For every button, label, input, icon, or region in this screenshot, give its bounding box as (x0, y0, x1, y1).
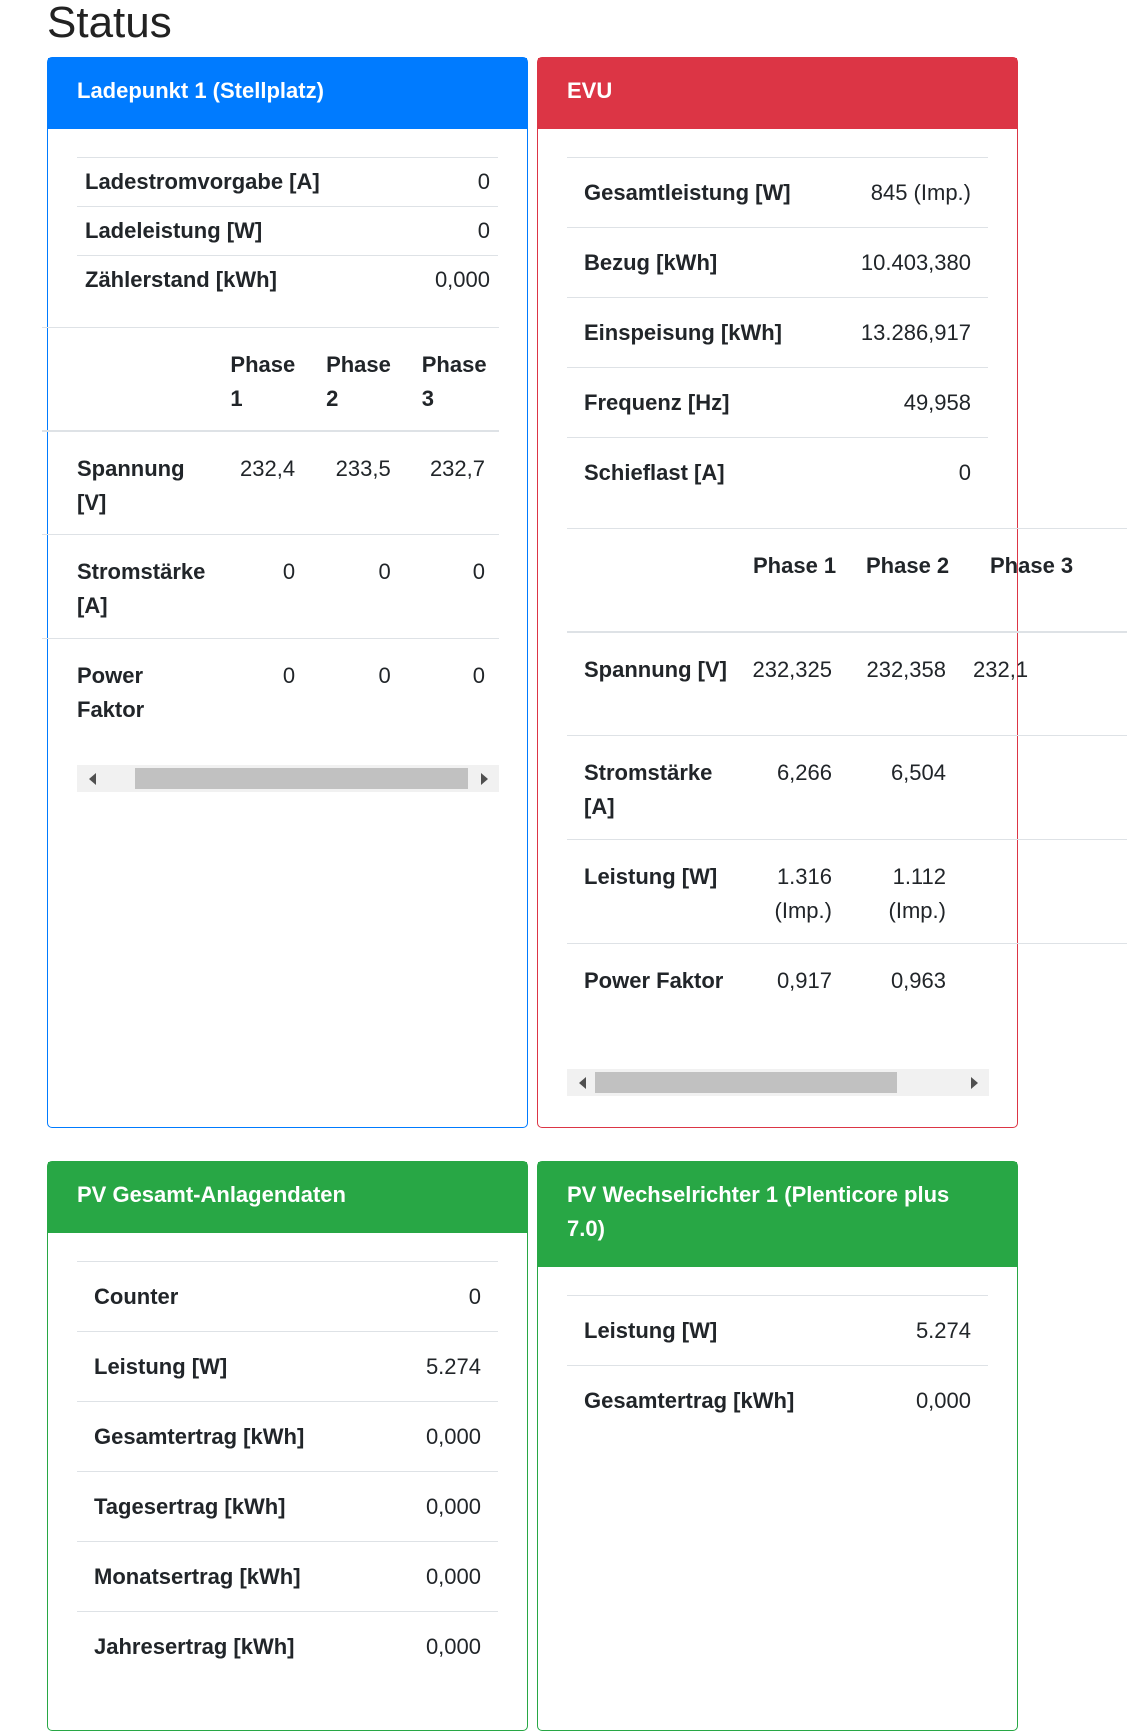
row-value: 0,000 (386, 1542, 498, 1612)
table-row (567, 368, 988, 438)
pv-gesamt-table (77, 1261, 498, 1682)
pv-wechselrichter-table (567, 1295, 988, 1436)
row-value: 0,000 (405, 256, 498, 305)
scroll-thumb[interactable] (135, 768, 468, 789)
row-label: Counter (77, 1262, 386, 1332)
row-value: 0 (386, 1262, 498, 1332)
table-row (77, 1612, 498, 1682)
row-label: Spannung [V] (567, 632, 736, 736)
table-row (77, 1262, 498, 1332)
table-row (567, 298, 988, 368)
phase-header: Phase 2 (849, 529, 963, 632)
row-label: Leistung [W] (567, 1296, 876, 1366)
cell-value (963, 736, 1127, 840)
pv-gesamt-card-title: PV Gesamt-Anlagendaten (48, 1162, 527, 1233)
table-row (42, 639, 499, 743)
cell-value: 1.112 (Imp.) (849, 840, 963, 944)
table-row (77, 1542, 498, 1612)
evu-phase-table (567, 528, 1127, 1048)
cell-value: 6,266 (736, 736, 849, 840)
evu-card-title: EVU (538, 58, 1017, 129)
cell-value: 232,358 (849, 632, 963, 736)
scroll-right-icon[interactable] (964, 1069, 984, 1096)
row-label: Ladeleistung [W] (77, 207, 405, 256)
row-label: Stromstärke [A] (567, 736, 736, 840)
evu-card (537, 57, 1074, 1128)
row-value: 10.403,380 (830, 228, 988, 298)
row-label: Leistung [W] (567, 840, 736, 944)
cell-value: 0 (405, 535, 499, 639)
cell-value: 0 (213, 535, 309, 639)
row-value: 0,000 (386, 1612, 498, 1682)
row-label: Leistung [W] (77, 1332, 386, 1402)
row-label: Einspeisung [kWh] (567, 298, 830, 368)
row-label: Tagesertrag [kWh] (77, 1472, 386, 1542)
table-row (77, 256, 498, 305)
row-label: Gesamtertrag [kWh] (77, 1402, 386, 1472)
row-label: Stromstärke [A] (42, 535, 213, 639)
pv-gesamt-card (47, 1161, 528, 1731)
phase-header: Phase 3 (963, 529, 1127, 632)
row-label: Schieflast [A] (567, 438, 830, 508)
cell-value: 6,504 (849, 736, 963, 840)
row-value: 13.286,917 (830, 298, 988, 368)
row-label: Spannung [V] (42, 431, 213, 535)
table-row (77, 1402, 498, 1472)
ladepunkt-card (47, 57, 528, 1128)
row-value: 0 (405, 158, 498, 207)
scroll-thumb[interactable] (595, 1072, 897, 1093)
row-label: Zählerstand [kWh] (77, 256, 405, 305)
row-value: 0 (830, 438, 988, 508)
table-row (77, 1472, 498, 1542)
table-row (567, 1366, 988, 1436)
row-value: 0,000 (386, 1402, 498, 1472)
cell-value: 232,325 (736, 632, 849, 736)
page-title: Status (47, 0, 172, 47)
cell-value: 0 (213, 639, 309, 743)
row-value: 0,000 (386, 1472, 498, 1542)
table-row (77, 1332, 498, 1402)
table-row (567, 1296, 988, 1366)
table-row (567, 158, 988, 228)
cell-value: 1.316 (Imp.) (736, 840, 849, 944)
row-label: Power Faktor (567, 944, 736, 1048)
phase-header: Phase 1 (213, 328, 309, 431)
ladepunkt-summary-table (77, 157, 498, 305)
row-label: Frequenz [Hz] (567, 368, 830, 438)
phase-header: Phase 3 (405, 328, 499, 431)
pv-wechselrichter-card-title: PV Wechselrichter 1 (Plenticore plus 7.0) (538, 1162, 1017, 1267)
ladepunkt-phase-table (42, 327, 499, 743)
phase-header: Phase 1 (736, 529, 849, 632)
row-value: 49,958 (830, 368, 988, 438)
row-label: Gesamtleistung [W] (567, 158, 830, 228)
cell-value (963, 944, 1127, 1048)
row-label: Gesamtertrag [kWh] (567, 1366, 876, 1436)
table-row (567, 736, 1127, 840)
table-row (567, 438, 988, 508)
table-row (42, 535, 499, 639)
row-label: Jahresertrag [kWh] (77, 1612, 386, 1682)
ladepunkt-card-title: Ladepunkt 1 (Stellplatz) (48, 58, 527, 129)
scroll-right-icon[interactable] (474, 765, 494, 792)
table-row (77, 207, 498, 256)
cell-value: 232,1 (963, 632, 1127, 736)
cell-value: 0 (405, 639, 499, 743)
evu-summary-table (567, 157, 988, 508)
row-value: 5.274 (876, 1296, 988, 1366)
evu-horizontal-scrollbar[interactable] (567, 1069, 989, 1096)
table-row (567, 632, 1127, 736)
table-row (77, 158, 498, 207)
table-row (567, 228, 988, 298)
table-row (42, 431, 499, 535)
ladepunkt-phase-scroll[interactable] (77, 327, 499, 747)
evu-phase-scroll[interactable] (567, 528, 1074, 1048)
cell-value: 0 (309, 535, 405, 639)
cell-value: 0 (309, 639, 405, 743)
cell-value: 232,4 (213, 431, 309, 535)
row-label: Bezug [kWh] (567, 228, 830, 298)
scroll-left-icon[interactable] (572, 1069, 592, 1096)
table-row (567, 840, 1127, 944)
phase-header: Phase 2 (309, 328, 405, 431)
row-value: 0,000 (876, 1366, 988, 1436)
cell-value: 0,917 (736, 944, 849, 1048)
table-row (567, 944, 1127, 1048)
cell-value (963, 840, 1127, 944)
cell-value: 233,5 (309, 431, 405, 535)
row-value: 845 (Imp.) (830, 158, 988, 228)
cell-value: 0,963 (849, 944, 963, 1048)
row-value: 5.274 (386, 1332, 498, 1402)
row-label: Ladestromvorgabe [A] (77, 158, 405, 207)
pv-wechselrichter-card (537, 1161, 1018, 1731)
cell-value: 232,7 (405, 431, 499, 535)
scroll-left-icon[interactable] (82, 765, 102, 792)
row-label: Monatsertrag [kWh] (77, 1542, 386, 1612)
ladepunkt-horizontal-scrollbar[interactable] (77, 765, 499, 792)
row-label: Power Faktor (42, 639, 213, 743)
row-value: 0 (405, 207, 498, 256)
